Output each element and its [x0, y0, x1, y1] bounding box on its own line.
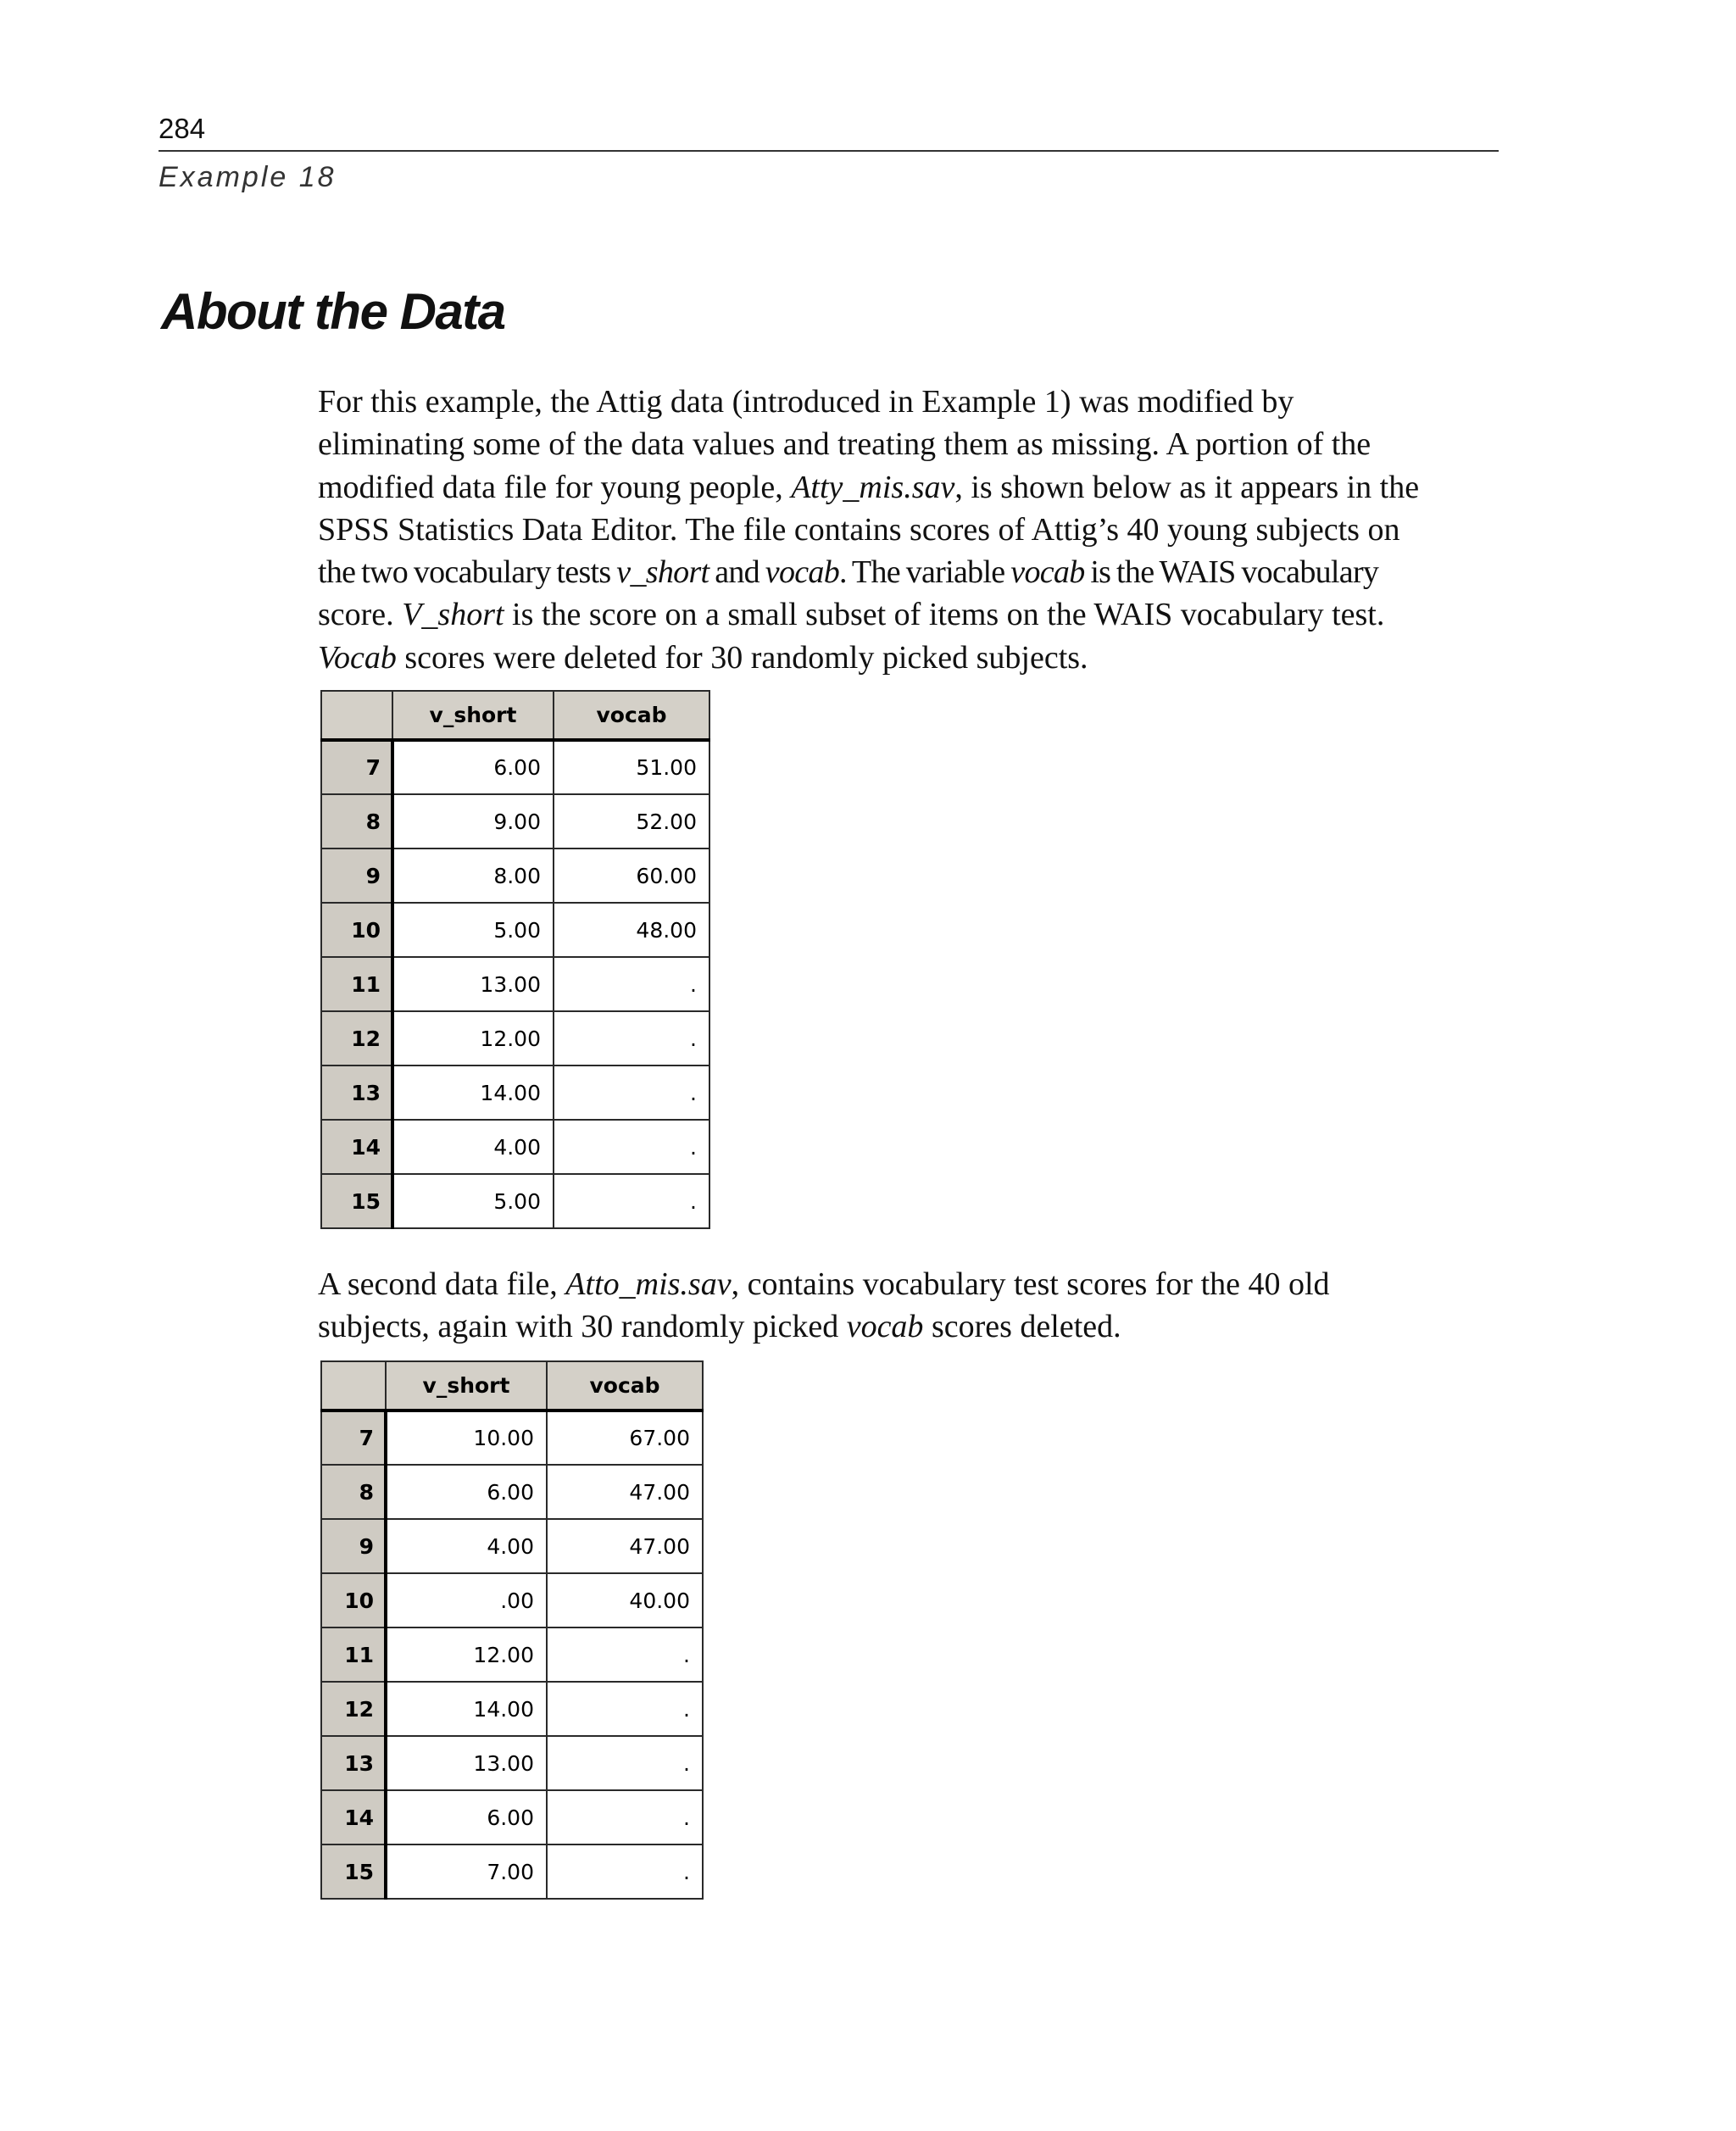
running-head: Example 18	[159, 161, 337, 193]
text-line: eliminating some of the data values and treating them as missing. A portion of the	[318, 426, 1372, 463]
table-row	[321, 1519, 703, 1573]
row-header[interactable]: 9	[321, 1519, 386, 1573]
data-cell[interactable]: 60.00	[554, 849, 709, 903]
data-cell[interactable]: 7.00	[386, 1844, 547, 1899]
table-row	[321, 957, 709, 1011]
data-cell[interactable]: 12.00	[392, 1011, 554, 1066]
row-header[interactable]: 9	[321, 849, 392, 903]
data-cell[interactable]: 8.00	[392, 849, 554, 903]
page-number: 284	[159, 113, 206, 144]
data-cell[interactable]: .	[554, 1066, 709, 1120]
data-editor-table-old	[320, 1360, 704, 1900]
text-line: Vocab scores were deleted for 30 randomly picked subjects.	[318, 639, 1088, 676]
table-row	[321, 740, 709, 794]
row-header[interactable]: 7	[321, 1410, 386, 1465]
row-header[interactable]: 14	[321, 1120, 392, 1174]
data-cell[interactable]: 13.00	[386, 1736, 547, 1790]
data-cell[interactable]: 14.00	[392, 1066, 554, 1120]
data-cell[interactable]: .	[554, 1011, 709, 1066]
text-line: the two vocabulary tests v_short and vocab. The variable vocab is the WAIS vocabulary	[318, 554, 1379, 591]
data-cell[interactable]: 67.00	[547, 1410, 703, 1465]
table-row	[321, 794, 709, 849]
table-row	[321, 1736, 703, 1790]
data-cell[interactable]: .	[547, 1844, 703, 1899]
row-header[interactable]: 11	[321, 957, 392, 1011]
data-cell[interactable]: 10.00	[386, 1410, 547, 1465]
table-row	[321, 1790, 703, 1844]
table-row	[321, 903, 709, 957]
variable-name: vocab	[846, 1309, 924, 1345]
row-header[interactable]: 8	[321, 1465, 386, 1519]
row-header[interactable]: 7	[321, 740, 392, 794]
column-header[interactable]: v_short	[386, 1361, 547, 1410]
text-line: score. V_short is the score on a small subset of items on the WAIS vocabulary test.	[318, 597, 1385, 633]
data-cell[interactable]: 4.00	[392, 1120, 554, 1174]
column-header[interactable]: vocab	[554, 691, 709, 740]
data-cell[interactable]: .	[547, 1627, 703, 1682]
table-row	[321, 849, 709, 903]
table-row	[321, 1844, 703, 1899]
table-row	[321, 1120, 709, 1174]
row-header[interactable]: 12	[321, 1011, 392, 1066]
data-cell[interactable]: 40.00	[547, 1573, 703, 1627]
data-cell[interactable]: .	[554, 1174, 709, 1228]
row-header[interactable]: 13	[321, 1736, 386, 1790]
data-cell[interactable]: .	[554, 957, 709, 1011]
table-row	[321, 1011, 709, 1066]
table-row	[321, 1465, 703, 1519]
table-row	[321, 1410, 703, 1465]
data-cell[interactable]: 5.00	[392, 1174, 554, 1228]
text-line: A second data file, Atto_mis.sav, contains vocabulary test scores for the 40 old	[318, 1266, 1330, 1302]
variable-name: v_short	[616, 554, 709, 591]
data-cell[interactable]: .	[547, 1682, 703, 1736]
text-line: subjects, again with 30 randomly picked vocab scores deleted.	[318, 1309, 1121, 1345]
data-cell[interactable]: 9.00	[392, 794, 554, 849]
table-row	[321, 1682, 703, 1736]
table-row	[321, 1066, 709, 1120]
data-cell[interactable]: 12.00	[386, 1627, 547, 1682]
row-header[interactable]: 10	[321, 1573, 386, 1627]
table-row	[321, 1174, 709, 1228]
data-editor-table-young	[320, 690, 710, 1229]
file-name: Atto_mis.sav	[565, 1266, 732, 1302]
data-cell[interactable]: 48.00	[554, 903, 709, 957]
row-header[interactable]: 10	[321, 903, 392, 957]
row-header[interactable]: 14	[321, 1790, 386, 1844]
data-cell[interactable]: 52.00	[554, 794, 709, 849]
data-cell[interactable]: 47.00	[547, 1519, 703, 1573]
second-paragraph	[318, 1263, 1505, 1349]
text-line: modified data file for young people, Atty_mis.sav, is shown below as it appears in the	[318, 469, 1420, 505]
row-header[interactable]: 15	[321, 1844, 386, 1899]
data-cell[interactable]: 6.00	[386, 1790, 547, 1844]
data-cell[interactable]: 4.00	[386, 1519, 547, 1573]
row-header[interactable]: 15	[321, 1174, 392, 1228]
variable-name: Vocab	[318, 639, 397, 676]
row-header[interactable]: 11	[321, 1627, 386, 1682]
data-cell[interactable]: 13.00	[392, 957, 554, 1011]
section-heading: About the Data	[161, 283, 505, 340]
data-cell[interactable]: 47.00	[547, 1465, 703, 1519]
row-header[interactable]: 8	[321, 794, 392, 849]
data-cell[interactable]: .	[554, 1120, 709, 1174]
table-row	[321, 1627, 703, 1682]
text-line: For this example, the Attig data (introduced in Example 1) was modified by	[318, 384, 1294, 420]
data-cell[interactable]: .	[547, 1736, 703, 1790]
variable-name: vocab	[1010, 554, 1085, 591]
variable-name: V_short	[402, 597, 504, 633]
corner-cell	[321, 1361, 386, 1410]
data-cell[interactable]: 5.00	[392, 903, 554, 957]
header-rule	[159, 150, 1499, 152]
data-cell[interactable]: 6.00	[386, 1465, 547, 1519]
data-cell[interactable]: 14.00	[386, 1682, 547, 1736]
intro-paragraph	[318, 381, 1505, 679]
column-header[interactable]: v_short	[392, 691, 554, 740]
data-cell[interactable]: 51.00	[554, 740, 709, 794]
data-cell[interactable]: .	[547, 1790, 703, 1844]
file-name: Atty_mis.sav	[791, 469, 955, 505]
row-header[interactable]: 13	[321, 1066, 392, 1120]
corner-cell	[321, 691, 392, 740]
table-row	[321, 1573, 703, 1627]
text-line: SPSS Statistics Data Editor. The file contains scores of Attig’s 40 young subjects on	[318, 511, 1400, 548]
data-cell[interactable]: .00	[386, 1573, 547, 1627]
column-header[interactable]: vocab	[547, 1361, 703, 1410]
data-cell[interactable]: 6.00	[392, 740, 554, 794]
variable-name: vocab	[765, 554, 840, 591]
row-header[interactable]: 12	[321, 1682, 386, 1736]
